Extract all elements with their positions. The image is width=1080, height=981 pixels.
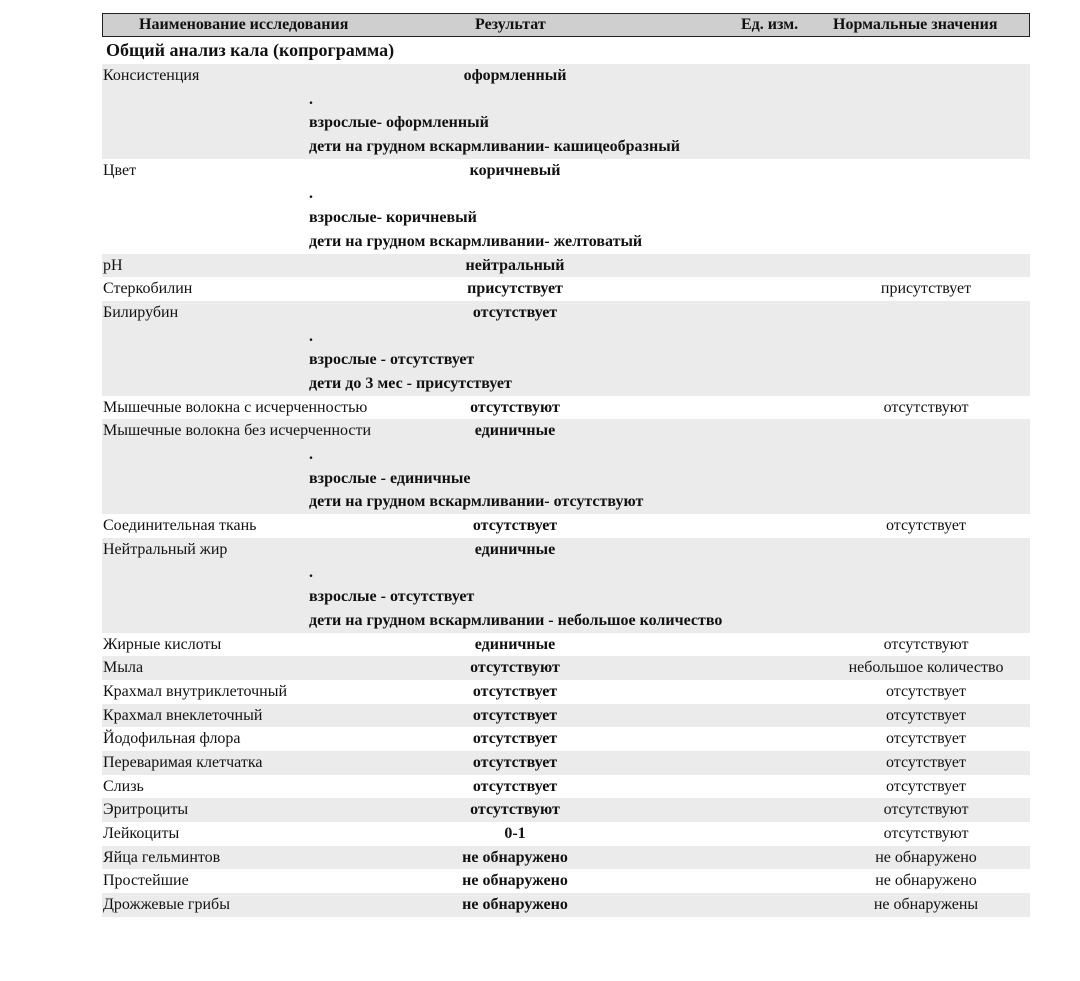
- test-name: Нейтральный жир: [103, 540, 228, 558]
- test-result: не обнаружено: [462, 848, 568, 866]
- test-result: 0-1: [504, 825, 526, 842]
- test-result: единичные: [474, 635, 556, 653]
- table-row: [102, 822, 1030, 846]
- test-result: отсутствуют: [470, 801, 560, 819]
- test-result: нейтральный: [465, 256, 565, 274]
- table-row: [102, 64, 1030, 159]
- reference-note: дети до 3 мес - присутствует: [309, 374, 512, 392]
- test-norm: отсутствуют: [883, 825, 969, 842]
- table-row: [102, 656, 1030, 680]
- table-row: [102, 727, 1030, 751]
- table-row: [102, 680, 1030, 704]
- test-name: Стеркобилин: [103, 280, 193, 298]
- table-row: [102, 514, 1030, 538]
- reference-marker: .: [309, 90, 313, 108]
- test-name: pH: [103, 256, 123, 274]
- lab-report: [102, 13, 1030, 917]
- row-main-line: [102, 419, 1030, 443]
- row-main-line: [102, 301, 1030, 325]
- test-result: не обнаружено: [462, 896, 568, 914]
- row-main-line: [102, 893, 1030, 917]
- row-main-line: [102, 680, 1030, 704]
- test-result: отсутствует: [472, 706, 558, 724]
- table-row: [102, 775, 1030, 799]
- row-main-line: [102, 656, 1030, 680]
- test-result: отсутствуют: [470, 659, 560, 677]
- row-main-line: [102, 396, 1030, 420]
- reference-note: взрослые - отсутствует: [309, 588, 475, 606]
- test-result: отсутствует: [472, 303, 558, 321]
- reference-note: дети на грудном вскармливании- кашицеобразный: [309, 138, 680, 156]
- test-result: отсутствует: [472, 730, 558, 748]
- test-name: Крахмал внутриклеточный: [103, 682, 288, 700]
- table-row: [102, 751, 1030, 775]
- header-norm: Нормальные значения: [833, 16, 998, 33]
- reference-note: дети на грудном вскармливании - небольшое количество: [309, 611, 723, 629]
- row-main-line: [102, 64, 1030, 88]
- row-main-line: [102, 159, 1030, 183]
- section-title: Общий анализ кала (копрограмма): [106, 40, 395, 60]
- test-norm: не обнаружено: [875, 848, 977, 866]
- reference-marker: .: [309, 327, 313, 345]
- results-table: [102, 64, 1030, 917]
- test-norm: отсутствует: [885, 777, 967, 795]
- test-result: единичные: [474, 422, 556, 440]
- test-name: Крахмал внеклеточный: [103, 706, 263, 724]
- row-main-line: [102, 846, 1030, 870]
- test-norm: не обнаружены: [873, 896, 979, 914]
- row-main-line: [102, 514, 1030, 538]
- reference-marker: .: [309, 564, 313, 582]
- header-unit: Ед. изм.: [741, 16, 799, 33]
- reference-note: дети на грудном вскармливании- желтоватый: [309, 232, 643, 250]
- test-norm: отсутствует: [885, 682, 967, 700]
- table-row: [102, 396, 1030, 420]
- test-norm: отсутствует: [885, 517, 967, 535]
- test-norm: присутствует: [880, 280, 972, 298]
- test-norm: отсутствуют: [883, 801, 969, 819]
- test-name: Переваримая клетчатка: [103, 753, 263, 771]
- test-norm: отсутствует: [885, 730, 967, 748]
- test-result: отсутствует: [472, 753, 558, 771]
- test-result: отсутствуют: [470, 398, 560, 416]
- reference-note: взрослые- оформленный: [309, 114, 489, 132]
- reference-marker: .: [309, 185, 313, 203]
- test-result: присутствует: [467, 280, 563, 298]
- test-name: Соединительная ткань: [103, 517, 257, 535]
- table-row: [102, 538, 1030, 633]
- test-norm: отсутствуют: [883, 398, 969, 416]
- table-header: [102, 13, 1030, 37]
- row-main-line: [102, 822, 1030, 846]
- test-result: отсутствует: [472, 682, 558, 700]
- test-result: оформленный: [463, 67, 567, 84]
- test-result: коричневый: [469, 161, 561, 179]
- test-name: Слизь: [103, 777, 144, 795]
- row-main-line: [102, 775, 1030, 799]
- reference-marker: .: [309, 446, 313, 463]
- row-main-line: [102, 254, 1030, 278]
- test-result: отсутствует: [472, 777, 558, 795]
- test-name: Йодофильная флора: [103, 730, 241, 748]
- test-name: Мышечные волокна с исчерченностью: [103, 398, 368, 416]
- header-name: Наименование исследования: [139, 16, 349, 33]
- row-main-line: [102, 727, 1030, 751]
- row-main-line: [102, 704, 1030, 728]
- row-main-line: [102, 869, 1030, 893]
- table-row: [102, 893, 1030, 917]
- row-main-line: [102, 538, 1030, 562]
- table-row: [102, 704, 1030, 728]
- table-row: [102, 798, 1030, 822]
- row-main-line: [102, 633, 1030, 657]
- reference-note: дети на грудном вскармливании- отсутствуют: [309, 493, 644, 511]
- table-row: [102, 159, 1030, 254]
- test-name: Лейкоциты: [103, 825, 180, 842]
- test-name: Яйца гельминтов: [103, 848, 221, 866]
- test-result: единичные: [474, 540, 556, 558]
- header-result: Результат: [475, 16, 546, 33]
- test-name: Мышечные волокна без исчерченности: [103, 422, 372, 440]
- reference-note: взрослые - отсутствует: [309, 351, 475, 369]
- reference-note: взрослые- коричневый: [309, 209, 477, 227]
- test-result: отсутствует: [472, 517, 558, 535]
- test-result: не обнаружено: [462, 872, 568, 890]
- table-row: [102, 254, 1030, 278]
- reference-note: взрослые - единичные: [309, 469, 471, 487]
- test-name: Простейшие: [103, 872, 189, 890]
- table-row: [102, 419, 1030, 514]
- row-main-line: [102, 751, 1030, 775]
- test-norm: отсутствуют: [883, 635, 969, 653]
- test-norm: небольшое количество: [848, 659, 1004, 677]
- test-name: Цвет: [103, 161, 137, 179]
- table-row: [102, 633, 1030, 657]
- test-name: Консистенция: [103, 67, 200, 84]
- row-main-line: [102, 798, 1030, 822]
- test-name: Мыла: [103, 659, 144, 677]
- table-row: [102, 277, 1030, 301]
- test-name: Билирубин: [103, 303, 179, 321]
- test-name: Эритроциты: [103, 801, 189, 819]
- table-row: [102, 846, 1030, 870]
- test-norm: отсутствует: [885, 706, 967, 724]
- test-name: Жирные кислоты: [103, 635, 222, 653]
- row-main-line: [102, 277, 1030, 301]
- table-row: [102, 301, 1030, 396]
- test-name: Дрожжевые грибы: [103, 896, 230, 914]
- test-norm: не обнаружено: [875, 872, 977, 890]
- test-norm: отсутствует: [885, 753, 967, 771]
- table-row: [102, 869, 1030, 893]
